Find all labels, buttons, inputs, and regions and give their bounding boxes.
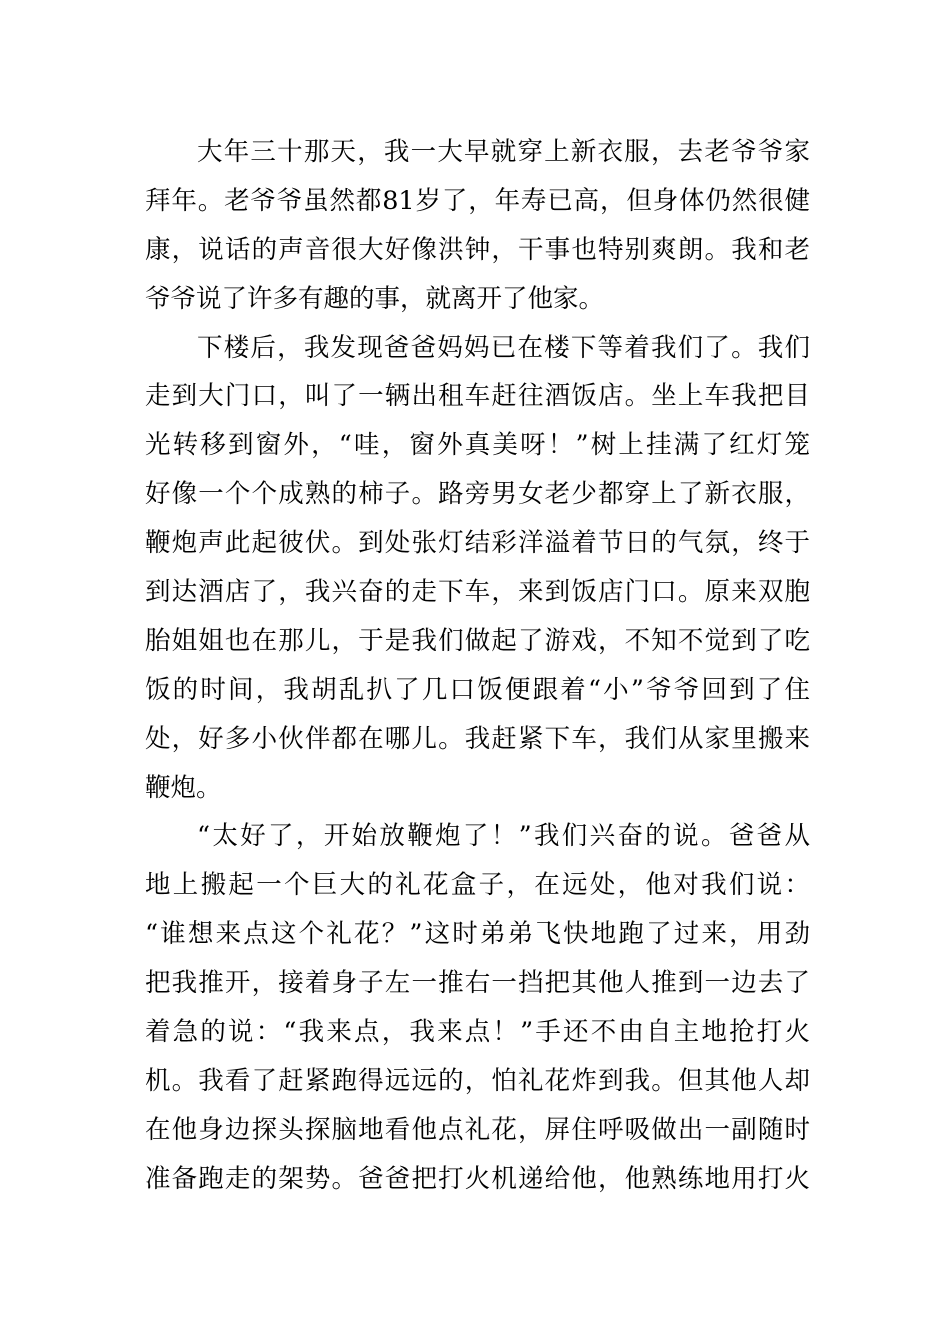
paragraph-2-line-1: 下楼后，我发现爸爸妈妈已在楼下等着我们了。我们: [197, 332, 810, 363]
paragraph-3-line-6: 机。我看了赶紧跑得远远的，怕礼花炸到我。但其他人却: [145, 1065, 810, 1096]
paragraph-2-line-5: 鞭炮声此起彼伏。到处张灯结彩洋溢着节日的气氛，终于: [145, 528, 810, 559]
paragraph-2-line-7: 胎姐姐也在那儿，于是我们做起了游戏，不知不觉到了吃: [145, 625, 810, 656]
paragraph-1-line-2: 拜年。老爷爷虽然都81岁了，年寿已高，但身体仍然很健: [145, 185, 810, 216]
paragraph-1-line-1: 大年三十那天，我一大早就穿上新衣服，去老爷爷家: [197, 137, 810, 167]
paragraph-3-line-5: 着急的说：“我来点，我来点！”手还不由自主地抢打火: [145, 1017, 810, 1048]
paragraph-2-line-4: 好像一个个成熟的柿子。路旁男女老少都穿上了新衣服，: [145, 479, 810, 510]
paragraph-2-line-6: 到达酒店了，我兴奋的走下车，来到饭店门口。原来双胞: [145, 577, 810, 608]
paragraph-2-line-2: 走到大门口，叫了一辆出租车赶往酒饭店。坐上车我把目: [145, 381, 810, 412]
paragraph-2-line-8: 饭的时间，我胡乱扒了几口饭便跟着“小”爷爷回到了住: [145, 674, 810, 705]
paragraph-2-line-10: 鞭炮。: [145, 772, 222, 803]
paragraph-3-line-4: 把我推开，接着身子左一推右一挡把其他人推到一边去了: [145, 968, 810, 999]
paragraph-1-line-3: 康，说话的声音很大好像洪钟，干事也特别爽朗。我和老: [145, 234, 810, 265]
paragraph-2-line-9: 处，好多小伙伴都在哪儿。我赶紧下车，我们从家里搬来: [145, 723, 810, 754]
paragraph-3-line-1: “太好了，开始放鞭炮了！”我们兴奋的说。爸爸从: [197, 821, 810, 852]
paragraph-3-line-2: 地上搬起一个巨大的礼花盒子，在远处，他对我们说：: [145, 870, 810, 901]
paragraph-3-line-8: 准备跑走的架势。爸爸把打火机递给他，他熟练地用打火: [145, 1163, 810, 1194]
paragraph-3-line-3: “谁想来点这个礼花？”这时弟弟飞快地跑了过来，用劲: [145, 919, 810, 950]
paragraph-3-line-7: 在他身边探头探脑地看他点礼花，屏住呼吸做出一副随时: [145, 1114, 810, 1145]
paragraph-2-line-3: 光转移到窗外，“哇，窗外真美呀！”树上挂满了红灯笼: [145, 430, 810, 461]
document-body: [145, 128, 810, 1204]
paragraph-1-line-4: 爷爷说了许多有趣的事，就离开了他家。: [145, 283, 605, 314]
